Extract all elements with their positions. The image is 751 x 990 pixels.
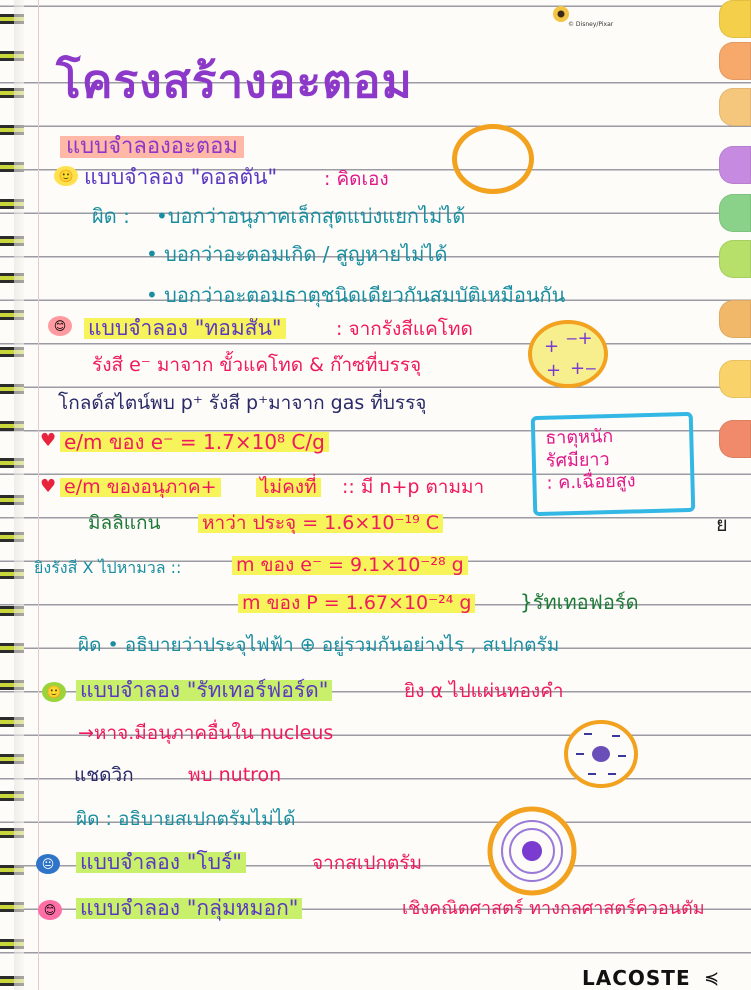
dalton-point-2: • บอกว่าอะตอมเกิด / สูญหายไม่ได้	[146, 242, 448, 266]
dalton-atom-sphere	[452, 124, 534, 194]
bohr-model-icon	[484, 806, 580, 896]
millikan-charge: หาว่า ประจุ = 1.6×10⁻¹⁹ C	[198, 514, 443, 533]
cloud-note: เชิงคณิตศาสตร์ ทางกลศาสตร์ควอนตัม	[402, 898, 705, 919]
note-line-1: ธาตุหนัก	[545, 425, 614, 449]
svg-text:+: +	[546, 360, 562, 381]
thomson-heading: แบบจำลอง "ทอมสัน"	[84, 318, 286, 339]
ratio-p-a: e/m ของอนุภาค+	[60, 478, 221, 497]
smiley-face-icon: 😊	[48, 316, 72, 336]
sticker-tab	[719, 240, 751, 278]
cloud-heading: แบบจำลอง "กลุ่มหมอก"	[76, 898, 302, 919]
dalton-heading: แบบจำลอง "ดอลตัน"	[84, 165, 278, 189]
thomson-line-1: รังสี e⁻ มาจาก ขั้วแคโทด & ก๊าซที่บรรจุ	[92, 354, 422, 376]
nuclear-model-icon	[562, 718, 640, 790]
sticker-tabs	[717, 0, 751, 560]
note-line-2: รัศมียาว	[545, 448, 610, 472]
spiral-binding	[0, 0, 24, 990]
ratio-p-b: ไม่คงที่	[256, 478, 321, 497]
thomson-line-2: โกลด์สไตน์พบ p⁺ รังสี p⁺มาจาก gas ที่บรรจุ	[58, 392, 427, 414]
rutherford-wrong: ผิด : อธิบายสเปกตรัมไม่ได้	[76, 808, 296, 830]
margin-line	[38, 0, 39, 990]
chadwick-name: แชดวิก	[74, 764, 134, 786]
svg-text:‒+: ‒+	[566, 328, 593, 349]
heart-icon: ♥	[40, 430, 57, 451]
notebook-brand: LACOSTE	[582, 966, 691, 990]
dalton-point-3: • บอกว่าอะตอมธาตุชนิดเดียวกันสมบัติเหมือนกัน	[146, 283, 566, 307]
thomson-note: : จากรังสีแคโทด	[336, 318, 473, 340]
rutherford-intro: ยิงรังสี X ไปหามวล ::	[34, 558, 182, 577]
mass-proton: m ของ P = 1.67×10⁻²⁴ g	[238, 594, 475, 613]
crocodile-logo-icon: ≼	[704, 968, 720, 989]
rutherford-line-1: →หาจ.มีอนุภาคอื่นใน nucleus	[78, 722, 334, 744]
smiley-face-icon: 🙂	[54, 166, 78, 186]
bohr-note: จากสเปกตรัม	[312, 852, 423, 874]
smiley-face-icon: 😊	[38, 900, 62, 920]
note-line-3: : ค.เฉื่อยสูง	[546, 470, 636, 494]
heart-icon: ♥	[40, 476, 57, 497]
page-title: โครงสร้างอะตอม	[56, 54, 413, 108]
sticker-tab	[719, 194, 751, 232]
sticker-brand-text: © Disney/Pixar	[568, 21, 614, 28]
rutherford-note: ยิง α ไปแผ่นทองคำ	[404, 680, 564, 702]
smiley-face-icon: 😐	[36, 854, 60, 874]
thomson-wrong: ผิด • อธิบายว่าประจุไฟฟ้า ⊕ อยู่รวมกันอย่างไร , สเปกตรัม	[78, 634, 560, 656]
sticker-tab	[719, 420, 751, 458]
dalton-point-1: •บอกว่าอนุภาคเล็กสุดแบ่งแยกไม่ได้	[156, 204, 466, 228]
ratio-p-c: :: มี n+p ตามมา	[342, 476, 485, 498]
rutherford-tag: }รัทเทอฟอร์ด	[520, 590, 639, 614]
rutherford-heading: แบบจำลอง "รัทเทอร์ฟอร์ด"	[76, 680, 332, 701]
dalton-note: : คิดเอง	[324, 168, 389, 190]
cut-off-char: ย	[716, 512, 728, 536]
sticker-tab	[719, 146, 751, 184]
chadwick-finding: พบ nutron	[188, 764, 282, 786]
dalton-wrong-label: ผิด :	[92, 204, 130, 228]
sticker-tab	[719, 88, 751, 126]
smiley-face-icon: 🙂	[42, 682, 66, 702]
disney-pixar-sticker	[552, 2, 612, 36]
millikan-name: มิลลิแกน	[88, 512, 161, 534]
mass-electron: m ของ e⁻ = 9.1×10⁻²⁸ g	[232, 556, 468, 575]
plum-pudding-model-icon	[526, 318, 610, 390]
sticker-tab	[719, 300, 751, 338]
svg-text:+‒: +‒	[570, 358, 597, 379]
sticker-tab	[719, 42, 751, 80]
sticker-tab	[719, 360, 751, 398]
svg-text:+: +	[544, 336, 560, 357]
heavy-element-note	[531, 412, 696, 516]
bohr-heading: แบบจำลอง "โบร์"	[76, 852, 246, 873]
section-heading: แบบจำลองอะตอม	[60, 136, 244, 158]
ratio-e: e/m ของ e⁻ = 1.7×10⁸ C/g	[60, 432, 329, 452]
sticker-tab	[719, 0, 751, 38]
